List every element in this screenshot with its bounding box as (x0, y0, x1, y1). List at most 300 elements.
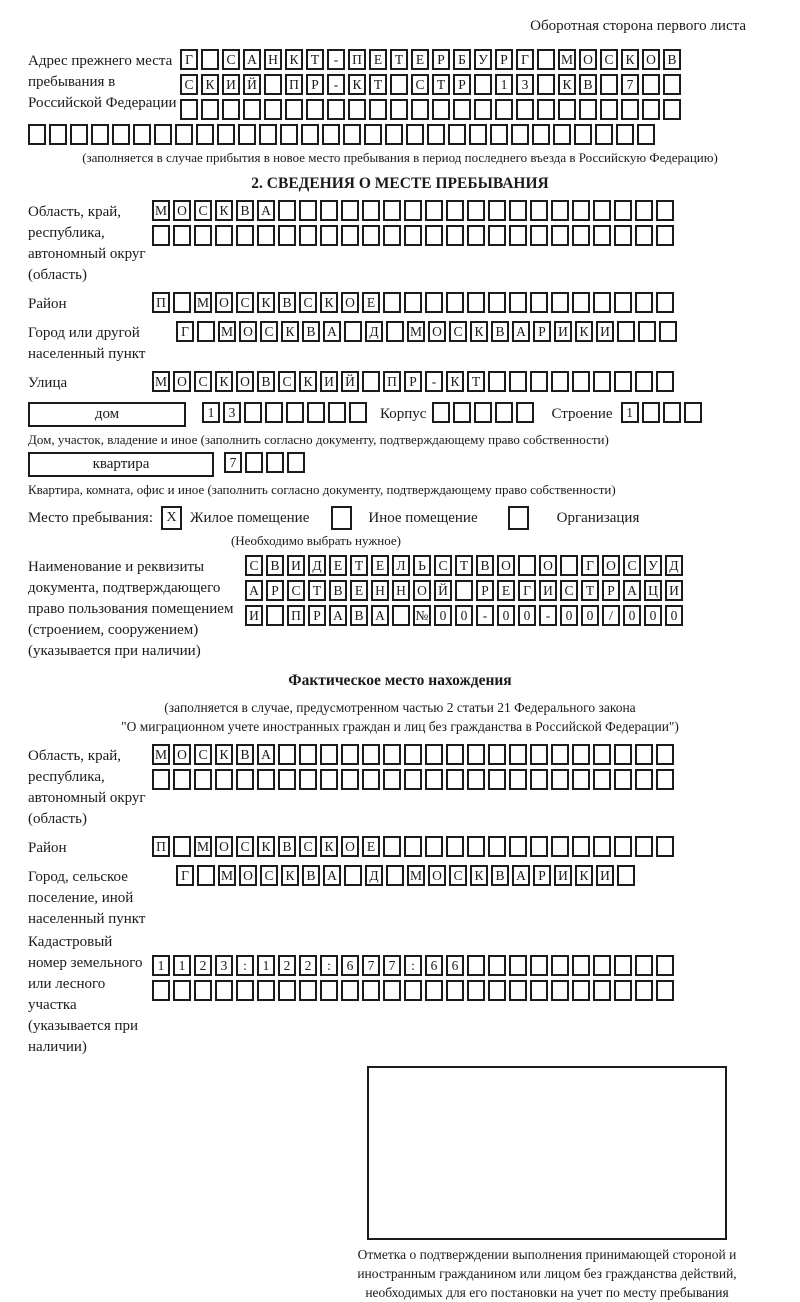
char-box (197, 865, 215, 886)
char-box: Г (180, 49, 198, 70)
checkbox-residential: X (161, 506, 182, 530)
char-box (266, 452, 284, 473)
char-box (635, 980, 653, 1001)
char-box: В (257, 371, 275, 392)
char-box (467, 836, 485, 857)
char-box: 2 (299, 955, 317, 976)
char-box (509, 769, 527, 790)
char-box: О (215, 836, 233, 857)
char-box: 1 (495, 74, 513, 95)
char-box: О (539, 555, 557, 576)
document-block (28, 555, 772, 662)
char-box (467, 744, 485, 765)
char-box: О (215, 292, 233, 313)
char-box: 7 (362, 955, 380, 976)
char-box: : (404, 955, 422, 976)
char-box: С (434, 555, 452, 576)
char-box (215, 980, 233, 1001)
actual-location-title: Фактическое место нахождения (288, 672, 512, 689)
stay-type-label: Место пребывания: (28, 509, 153, 526)
char-box: Д (665, 555, 683, 576)
char-box (595, 124, 613, 145)
char-box (656, 980, 674, 1001)
char-box: К (285, 49, 303, 70)
char-box: К (575, 321, 593, 342)
char-box: Ц (644, 580, 662, 601)
char-box (383, 292, 401, 313)
char-box (488, 836, 506, 857)
char-box (488, 371, 506, 392)
char-box: С (299, 292, 317, 313)
option-other-premises-label: Иное помещение (368, 509, 478, 526)
korpus-label: Корпус (380, 406, 427, 422)
char-box (411, 99, 429, 120)
char-box: С (260, 865, 278, 886)
char-box (488, 955, 506, 976)
char-box: 7 (224, 452, 242, 473)
char-box (446, 292, 464, 313)
actual-location-caption-2: "О миграционном учете иностранных граждан и лиц без гражданства в Российской Федерации") (121, 719, 679, 734)
char-box (364, 124, 382, 145)
char-box: О (579, 49, 597, 70)
street-label: Улица (28, 375, 68, 391)
char-box (362, 225, 380, 246)
char-box (551, 980, 569, 1001)
char-box (474, 99, 492, 120)
char-box: К (621, 49, 639, 70)
char-box (278, 200, 296, 221)
char-box: К (281, 321, 299, 342)
char-box (530, 292, 548, 313)
char-box (509, 744, 527, 765)
cadastral-row-2 (152, 980, 677, 1001)
char-box: У (474, 49, 492, 70)
region-block (28, 200, 772, 286)
actual-region-rows (152, 744, 677, 790)
char-box (306, 99, 324, 120)
char-box (386, 321, 404, 342)
char-box: Н (371, 580, 389, 601)
char-box (446, 225, 464, 246)
char-box (307, 402, 325, 423)
char-box: Р (266, 580, 284, 601)
char-box (656, 225, 674, 246)
char-box: А (371, 605, 389, 626)
region-row-1 (152, 200, 677, 221)
char-box (236, 769, 254, 790)
char-box: : (320, 955, 338, 976)
char-box: 2 (278, 955, 296, 976)
char-box (509, 200, 527, 221)
char-box: В (266, 555, 284, 576)
char-box: О (341, 292, 359, 313)
char-box (642, 74, 660, 95)
char-box: Е (362, 292, 380, 313)
char-box (385, 124, 403, 145)
apartment-box-label: квартира (28, 452, 214, 477)
char-box (425, 769, 443, 790)
char-box (593, 371, 611, 392)
char-box (383, 225, 401, 246)
char-box (614, 371, 632, 392)
street-block (28, 371, 772, 394)
char-box (509, 292, 527, 313)
prev-address-row-1 (180, 49, 684, 70)
char-box (362, 769, 380, 790)
char-box: А (512, 865, 530, 886)
char-box: В (278, 292, 296, 313)
char-box (572, 371, 590, 392)
char-box (446, 200, 464, 221)
char-box: Е (329, 555, 347, 576)
char-box (635, 769, 653, 790)
char-box: Т (308, 580, 326, 601)
char-box: Р (533, 865, 551, 886)
char-box (656, 371, 674, 392)
char-box (425, 200, 443, 221)
char-box: А (243, 49, 261, 70)
char-box: М (152, 371, 170, 392)
actual-city-row (176, 865, 638, 886)
char-box (348, 99, 366, 120)
char-box (320, 744, 338, 765)
char-box (341, 200, 359, 221)
char-box (551, 225, 569, 246)
char-box: Т (455, 555, 473, 576)
char-box (516, 402, 534, 423)
char-box: Р (404, 371, 422, 392)
char-box: 0 (644, 605, 662, 626)
char-box: О (173, 371, 191, 392)
char-box: О (497, 555, 515, 576)
char-box: А (257, 200, 275, 221)
char-box (194, 769, 212, 790)
char-box: Т (350, 555, 368, 576)
char-box (551, 292, 569, 313)
street-row (152, 371, 677, 392)
char-box (266, 605, 284, 626)
char-box: М (194, 836, 212, 857)
char-box (383, 980, 401, 1001)
char-box (446, 769, 464, 790)
char-box: 1 (257, 955, 275, 976)
char-box (404, 836, 422, 857)
page-side-note: Оборотная сторона первого листа (530, 18, 746, 34)
char-box (469, 124, 487, 145)
document-label: Наименование и реквизиты документа, подтверждающего право пользования помещением (строением, сооружением) (указывается при наличии) (28, 559, 234, 659)
char-box (537, 49, 555, 70)
char-box (558, 99, 576, 120)
char-box (320, 225, 338, 246)
char-box (511, 124, 529, 145)
char-box (264, 99, 282, 120)
char-box (551, 836, 569, 857)
char-box (369, 99, 387, 120)
option-organization-label: Организация (556, 509, 640, 526)
char-box: В (579, 74, 597, 95)
char-box: С (299, 836, 317, 857)
char-box (663, 402, 681, 423)
char-box (572, 836, 590, 857)
char-box (49, 124, 67, 145)
char-box (635, 200, 653, 221)
char-box (530, 980, 548, 1001)
char-box: А (323, 865, 341, 886)
district-row (152, 292, 677, 313)
char-box: - (327, 49, 345, 70)
char-box: П (287, 605, 305, 626)
char-box: К (257, 292, 275, 313)
char-box (600, 99, 618, 120)
char-box (488, 744, 506, 765)
char-box (173, 292, 191, 313)
char-box: Г (581, 555, 599, 576)
char-box (509, 371, 527, 392)
char-box (343, 124, 361, 145)
confirmation-stamp-caption: Отметка о подтверждении выполнения принимающей стороной и иностранным гражданином или лицом без гражданства действий, необходимых для его постановки на учет по месту пребывания (357, 1247, 737, 1300)
region-row-2 (152, 225, 677, 246)
char-box: С (194, 200, 212, 221)
char-box: П (348, 49, 366, 70)
char-box: И (222, 74, 240, 95)
char-box (259, 124, 277, 145)
char-box (560, 555, 578, 576)
char-box (152, 769, 170, 790)
char-box (593, 769, 611, 790)
char-box (659, 321, 677, 342)
char-box (362, 200, 380, 221)
char-box (425, 292, 443, 313)
char-box: Г (518, 580, 536, 601)
char-box: С (623, 555, 641, 576)
char-box (194, 225, 212, 246)
char-box: Е (362, 836, 380, 857)
char-box (257, 225, 275, 246)
char-box (301, 124, 319, 145)
char-box (490, 124, 508, 145)
char-box: - (425, 371, 443, 392)
apartment-caption: Квартира, комната, офис и иное (заполнить согласно документу, подтверждающему право собственности) (28, 482, 616, 497)
char-box (488, 292, 506, 313)
char-box: 0 (497, 605, 515, 626)
char-box (530, 371, 548, 392)
char-box: 2 (194, 955, 212, 976)
actual-region-row-2 (152, 769, 677, 790)
char-box (516, 99, 534, 120)
char-box (299, 744, 317, 765)
actual-district-block (28, 836, 772, 859)
char-box: М (407, 865, 425, 886)
char-box (287, 452, 305, 473)
char-box (530, 955, 548, 976)
char-box: 1 (202, 402, 220, 423)
char-box: Б (453, 49, 471, 70)
char-box: Р (495, 49, 513, 70)
char-box (278, 980, 296, 1001)
char-box: К (575, 865, 593, 886)
char-box (406, 124, 424, 145)
char-box: С (449, 865, 467, 886)
char-box (551, 200, 569, 221)
char-box (404, 200, 422, 221)
char-box: О (173, 200, 191, 221)
char-box (635, 225, 653, 246)
char-box (530, 225, 548, 246)
char-box: 0 (665, 605, 683, 626)
char-box (467, 980, 485, 1001)
region-label: Область, край, республика, автономный округ (область) (28, 204, 146, 283)
prev-address-caption: (заполняется в случае прибытия в новое место пребывания в период последнего въезда в Российскую Федерацию) (82, 150, 718, 165)
actual-district-label: Район (28, 840, 67, 856)
char-box: К (215, 744, 233, 765)
char-box: С (245, 555, 263, 576)
cadastral-block (28, 930, 772, 1058)
char-box (432, 402, 450, 423)
char-box (551, 371, 569, 392)
char-box (328, 402, 346, 423)
char-box: К (215, 371, 233, 392)
char-box: И (320, 371, 338, 392)
char-box: К (257, 836, 275, 857)
char-box: У (644, 555, 662, 576)
char-box (455, 580, 473, 601)
char-box (617, 865, 635, 886)
char-box (530, 836, 548, 857)
city-row (176, 321, 680, 342)
actual-location-caption-1: (заполняется в случае, предусмотренном частью 2 статьи 21 Федерального закона (164, 700, 636, 715)
char-box (299, 769, 317, 790)
char-box: : (236, 955, 254, 976)
char-box: 0 (518, 605, 536, 626)
char-box: В (491, 865, 509, 886)
char-box: П (383, 371, 401, 392)
char-box (278, 744, 296, 765)
char-box (320, 769, 338, 790)
char-box: А (245, 580, 263, 601)
char-box (551, 744, 569, 765)
char-box (222, 99, 240, 120)
char-box (383, 836, 401, 857)
char-box: О (428, 321, 446, 342)
char-box (432, 99, 450, 120)
char-box (194, 980, 212, 1001)
char-box: Д (365, 321, 383, 342)
char-box (196, 124, 214, 145)
char-box: 0 (623, 605, 641, 626)
char-box (112, 124, 130, 145)
char-box (656, 769, 674, 790)
char-box (425, 980, 443, 1001)
char-box (299, 980, 317, 1001)
char-box: М (152, 744, 170, 765)
char-box (572, 292, 590, 313)
char-box (446, 744, 464, 765)
char-box (236, 980, 254, 1001)
char-box: Й (243, 74, 261, 95)
char-box (488, 200, 506, 221)
char-box: С (194, 744, 212, 765)
char-box (215, 225, 233, 246)
char-box: О (602, 555, 620, 576)
char-box: 3 (215, 955, 233, 976)
char-box: № (413, 605, 431, 626)
char-box (320, 200, 338, 221)
house-box-label: дом (28, 402, 186, 427)
char-box: И (245, 605, 263, 626)
char-box: 0 (560, 605, 578, 626)
char-box (285, 99, 303, 120)
char-box: К (215, 200, 233, 221)
char-box (173, 836, 191, 857)
char-box: 0 (455, 605, 473, 626)
char-box: Н (392, 580, 410, 601)
char-box: Ь (413, 555, 431, 576)
char-box (614, 200, 632, 221)
char-box (572, 769, 590, 790)
city-block (28, 321, 772, 365)
char-box (593, 225, 611, 246)
char-box: Д (365, 865, 383, 886)
char-box (154, 124, 172, 145)
char-box: М (218, 865, 236, 886)
char-box (404, 980, 422, 1001)
char-box: М (152, 200, 170, 221)
char-box (656, 200, 674, 221)
char-box: К (320, 836, 338, 857)
char-box: П (285, 74, 303, 95)
actual-region-label: Область, край, республика, автономный округ (область) (28, 748, 146, 827)
char-box (173, 225, 191, 246)
char-box (495, 99, 513, 120)
char-box (635, 371, 653, 392)
char-box (530, 769, 548, 790)
char-box (362, 980, 380, 1001)
char-box: О (239, 865, 257, 886)
char-box (551, 769, 569, 790)
char-box: Т (306, 49, 324, 70)
char-box (593, 955, 611, 976)
char-box (341, 769, 359, 790)
char-box (180, 99, 198, 120)
char-box: С (222, 49, 240, 70)
char-box (152, 225, 170, 246)
char-box (322, 124, 340, 145)
char-box (495, 402, 513, 423)
char-box: В (302, 865, 320, 886)
char-box (635, 836, 653, 857)
char-box: 6 (446, 955, 464, 976)
char-box (286, 402, 304, 423)
char-box (614, 769, 632, 790)
char-box: И (287, 555, 305, 576)
char-box: В (350, 605, 368, 626)
district-block (28, 292, 772, 315)
char-box: Г (516, 49, 534, 70)
prev-address-block (28, 49, 772, 120)
char-box: И (665, 580, 683, 601)
char-box (257, 980, 275, 1001)
char-box (656, 292, 674, 313)
char-box: Н (264, 49, 282, 70)
char-box (383, 200, 401, 221)
house-block (28, 402, 772, 427)
char-box (425, 225, 443, 246)
char-box (553, 124, 571, 145)
apartment-block (28, 452, 772, 477)
char-box (446, 980, 464, 1001)
char-box (28, 124, 46, 145)
char-box: М (218, 321, 236, 342)
